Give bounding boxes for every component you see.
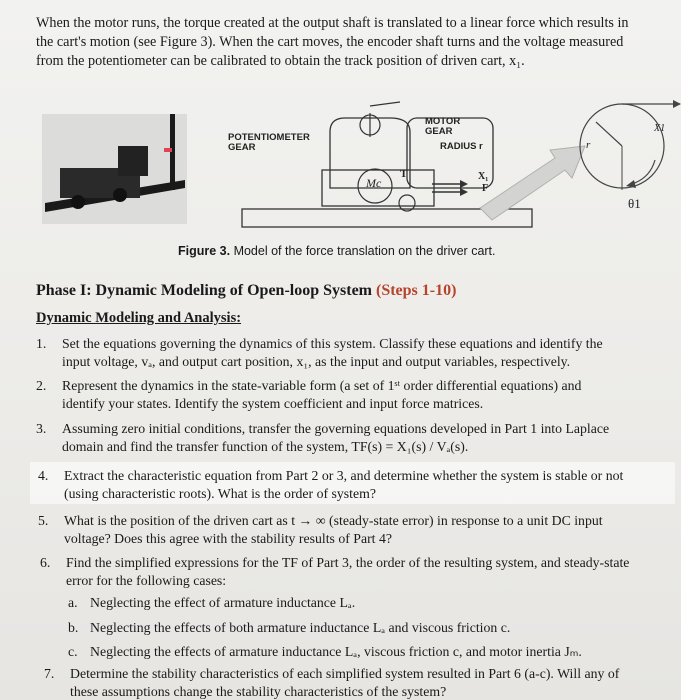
intro-line: from the potentiometer can be calibrated to obtain the track position of driven cart, x₁. [36,53,525,69]
item-number: 6. [40,555,51,570]
potentiometer-gear-label: GEAR [228,142,256,153]
torque-label: T [400,168,408,180]
radius-line [596,122,622,146]
potentiometer-gear [360,102,400,137]
intro-line: When the motor runs, the torque created at the output shaft is translated to a linear force which results in [36,15,629,31]
intro-paragraph [36,14,672,71]
item-line: domain and find the transfer function of the system, TF(s) = X₁(s) / Vₐ(s). [62,438,469,454]
sub-item-text: Neglecting the effects of armature inductance Lₐ, viscous friction c, and motor inertia Jₘ. [90,644,582,659]
item-number: 2. [36,378,47,393]
sub-item-letter: b. [68,620,79,635]
figure-3 [0,88,681,248]
item-line: Assuming zero initial conditions, transfer the governing equations developed in Part 1 into Laplace [62,421,610,436]
item-line: Find the simplified expressions for the TF of Part 3, the order of the resulting system, and steady-state [66,555,630,570]
intro-line: the cart's motion (see Figure 3). When the cart moves, the encoder shaft turns and the voltage measured [36,34,624,50]
potentiometer-label: POTENTIOMETER [228,132,310,143]
force-label: F [482,183,489,194]
item-line: voltage? Does this agree with the stability results of Part 4? [64,530,392,546]
item-line: Extract the characteristic equation from Part 2 or 3, and determine whether the system is stable or not [64,468,624,483]
x1-arrow-head [673,100,681,108]
item-line: input voltage, vₐ, and output cart position, x₁, as the input and output variables, respectively. [62,353,571,369]
item-number: 4. [38,468,49,483]
item-line: (using characteristic roots). What is the order of system? [64,485,376,501]
item-line: Set the equations governing the dynamics of this system. Classify these equations and identify the [62,336,603,351]
sub-item-text: Neglecting the effects of both armature inductance Lₐ and viscous friction c. [90,620,511,635]
item-number: 5. [38,513,49,528]
sub-item-letter: c. [68,644,78,659]
phase-title [36,282,456,300]
phase-steps: (Steps 1-10) [376,282,457,299]
item-number: 7. [44,666,55,681]
item-line: Represent the dynamics in the state-variable form (a set of 1ˢᵗ order differential equations) and [62,378,582,393]
theta-label: θ1 [628,196,641,211]
item-number: 1. [36,336,47,351]
cart-photo [42,114,187,224]
item-line: What is the position of the driven cart as t → ∞ (steady-state error) in response to a unit DC input [64,513,603,528]
section-heading: Dynamic Modeling and Analysis: [36,310,242,326]
figure-diagram [0,88,681,248]
item-line: Determine the stability characteristics of each simplified system resulted in Part 6 (a-c). Will any of [70,666,620,681]
mc-label: Mc [366,176,382,190]
x1-label: X1 [654,123,666,134]
gear-radius-label: r [586,139,591,151]
item-number: 3. [36,421,47,436]
motor-label: MOTOR [425,116,461,127]
theta-arrow-head [626,180,636,188]
theta-arc [632,160,655,184]
sub-item-letter: a. [68,595,78,610]
caption-prefix: Figure 3. [178,244,231,258]
item-line: identify your states. Identify the system coefficient and input force matrices. [62,395,484,411]
motor-gear-label: GEAR [425,126,453,137]
position-arrow-head [460,188,468,196]
item-line: error for the following cases: [66,572,227,588]
item-line: these assumptions change the stability characteristics of the system? [70,683,447,699]
phase-title-text: Phase I: Dynamic Modeling of Open-loop System [36,282,376,299]
caption-text: Model of the force translation on the driver cart. [230,244,496,258]
figure-caption [178,244,496,258]
force-arrow-head [460,180,468,188]
x1-force-label: X₁ [478,171,489,182]
radius-label: RADIUS r [440,141,483,152]
sub-item-text: Neglecting the effect of armature inductance Lₐ. [90,595,356,610]
